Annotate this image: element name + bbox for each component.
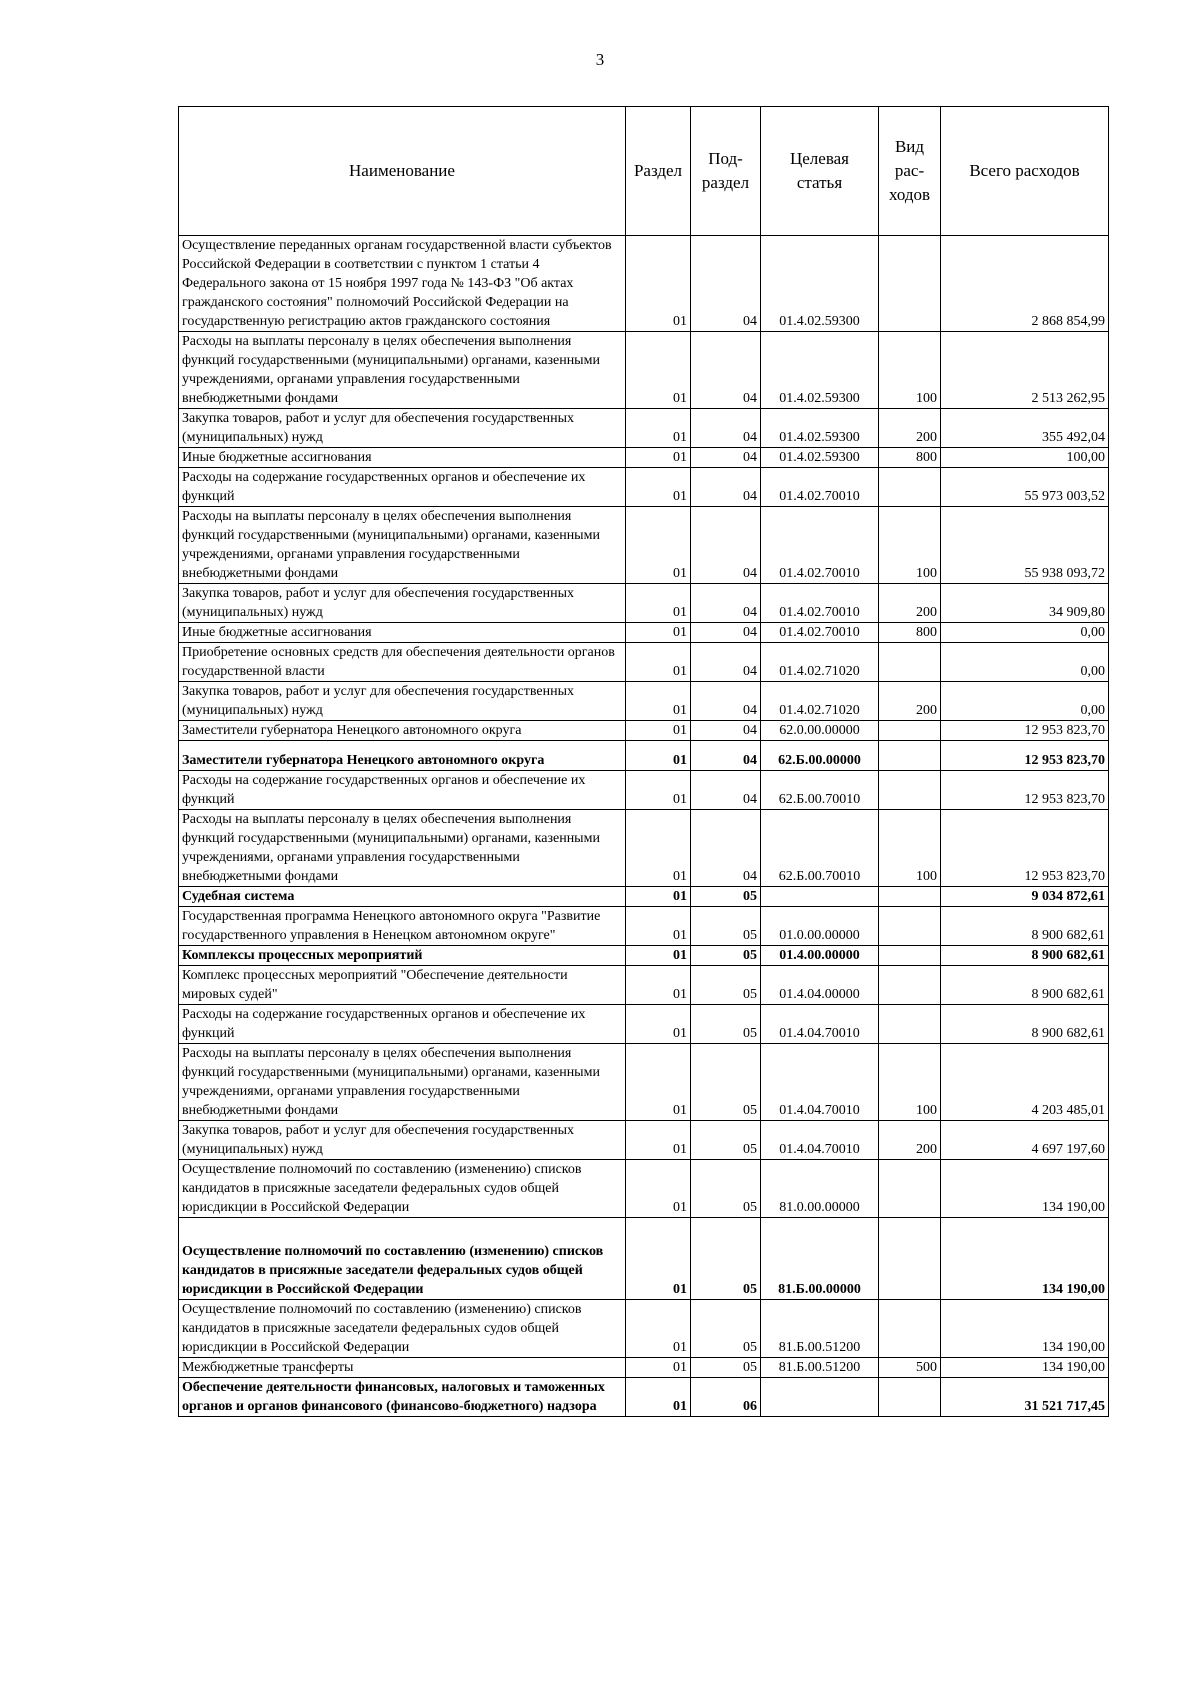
cell-type: 200: [879, 584, 941, 623]
cell-section: 01: [626, 1300, 691, 1358]
cell-subsection: 05: [691, 1358, 761, 1378]
cell-target: 01.4.02.70010: [761, 584, 879, 623]
table-row: [179, 584, 1109, 623]
cell-target: 01.4.02.59300: [761, 236, 879, 332]
cell-type: [879, 468, 941, 507]
cell-subsection: 05: [691, 946, 761, 966]
cell-total: 8 900 682,61: [941, 966, 1109, 1005]
cell-subsection: 04: [691, 332, 761, 409]
cell-target: 01.4.02.70010: [761, 623, 879, 643]
table-row: [179, 1218, 1109, 1300]
cell-type: 100: [879, 1044, 941, 1121]
cell-section: 01: [626, 1358, 691, 1378]
cell-target: 81.Б.00.51200: [761, 1358, 879, 1378]
cell-type: 800: [879, 623, 941, 643]
header-subsection: Под- раздел: [691, 107, 761, 236]
cell-total: 0,00: [941, 682, 1109, 721]
cell-type: [879, 946, 941, 966]
cell-subsection: 04: [691, 643, 761, 682]
cell-subsection: 04: [691, 721, 761, 741]
cell-subsection: 04: [691, 682, 761, 721]
cell-target: [761, 1378, 879, 1417]
cell-type: [879, 236, 941, 332]
cell-subsection: 04: [691, 584, 761, 623]
table-row: [179, 741, 1109, 771]
table-row: [179, 1378, 1109, 1417]
cell-target: 01.4.02.59300: [761, 409, 879, 448]
cell-target: 01.4.02.71020: [761, 682, 879, 721]
cell-section: 01: [626, 1044, 691, 1121]
cell-name: Расходы на выплаты персоналу в целях обеспечения выполнения функций государственными (муниципальными) органами, казенными учреждениями, органами управления государственными внебюджетными фондами: [179, 1044, 626, 1121]
cell-type: [879, 887, 941, 907]
cell-type: 100: [879, 810, 941, 887]
cell-section: 01: [626, 682, 691, 721]
cell-total: 12 953 823,70: [941, 771, 1109, 810]
cell-name: Межбюджетные трансферты: [179, 1358, 626, 1378]
cell-total: 34 909,80: [941, 584, 1109, 623]
cell-subsection: 05: [691, 1300, 761, 1358]
table-row: [179, 682, 1109, 721]
cell-section: 01: [626, 584, 691, 623]
cell-name: Расходы на содержание государственных органов и обеспечение их функций: [179, 771, 626, 810]
cell-name: Расходы на выплаты персоналу в целях обеспечения выполнения функций государственными (муниципальными) органами, казенными учреждениями, органами управления государственными внебюджетными фондами: [179, 810, 626, 887]
cell-name: Закупка товаров, работ и услуг для обеспечения государственных (муниципальных) нужд: [179, 1121, 626, 1160]
table-row: [179, 409, 1109, 448]
table-row: [179, 1358, 1109, 1378]
cell-target: 81.Б.00.51200: [761, 1300, 879, 1358]
cell-name: Судебная система: [179, 887, 626, 907]
cell-section: 01: [626, 236, 691, 332]
cell-name: Расходы на содержание государственных органов и обеспечение их функций: [179, 1005, 626, 1044]
cell-total: 134 190,00: [941, 1300, 1109, 1358]
cell-type: [879, 1218, 941, 1300]
table-row: [179, 332, 1109, 409]
cell-total: 9 034 872,61: [941, 887, 1109, 907]
cell-subsection: 05: [691, 1218, 761, 1300]
cell-subsection: 04: [691, 448, 761, 468]
cell-target: 62.Б.00.00000: [761, 741, 879, 771]
cell-total: 100,00: [941, 448, 1109, 468]
cell-target: 01.4.02.71020: [761, 643, 879, 682]
cell-type: [879, 741, 941, 771]
cell-subsection: 05: [691, 966, 761, 1005]
cell-type: [879, 1005, 941, 1044]
cell-target: 01.4.00.00000: [761, 946, 879, 966]
cell-target: 62.Б.00.70010: [761, 771, 879, 810]
cell-total: 8 900 682,61: [941, 1005, 1109, 1044]
header-section: Раздел: [626, 107, 691, 236]
cell-section: 01: [626, 1160, 691, 1218]
cell-type: 200: [879, 682, 941, 721]
cell-subsection: 04: [691, 409, 761, 448]
cell-target: 62.0.00.00000: [761, 721, 879, 741]
cell-name: Иные бюджетные ассигнования: [179, 623, 626, 643]
cell-subsection: 04: [691, 468, 761, 507]
cell-target: 01.4.04.70010: [761, 1005, 879, 1044]
cell-type: [879, 966, 941, 1005]
header-target: Целевая статья: [761, 107, 879, 236]
cell-name: Иные бюджетные ассигнования: [179, 448, 626, 468]
table-row: [179, 907, 1109, 946]
cell-section: 01: [626, 1005, 691, 1044]
cell-subsection: 04: [691, 507, 761, 584]
cell-total: 134 190,00: [941, 1218, 1109, 1300]
cell-total: 134 190,00: [941, 1358, 1109, 1378]
cell-section: 01: [626, 771, 691, 810]
cell-name: Комплекс процессных мероприятий "Обеспечение деятельности мировых судей": [179, 966, 626, 1005]
cell-section: 01: [626, 741, 691, 771]
cell-name: Расходы на содержание государственных органов и обеспечение их функций: [179, 468, 626, 507]
cell-section: 01: [626, 887, 691, 907]
budget-table: [178, 106, 1109, 1417]
cell-total: 0,00: [941, 623, 1109, 643]
cell-total: 12 953 823,70: [941, 810, 1109, 887]
cell-type: [879, 1378, 941, 1417]
cell-total: 55 973 003,52: [941, 468, 1109, 507]
cell-total: 31 521 717,45: [941, 1378, 1109, 1417]
cell-type: 100: [879, 507, 941, 584]
cell-type: 800: [879, 448, 941, 468]
cell-target: 81.Б.00.00000: [761, 1218, 879, 1300]
cell-section: 01: [626, 966, 691, 1005]
cell-subsection: 04: [691, 623, 761, 643]
cell-total: 2 513 262,95: [941, 332, 1109, 409]
cell-subsection: 05: [691, 1160, 761, 1218]
table-row: [179, 1044, 1109, 1121]
cell-subsection: 05: [691, 1121, 761, 1160]
cell-total: 4 203 485,01: [941, 1044, 1109, 1121]
cell-target: 01.4.04.70010: [761, 1044, 879, 1121]
cell-subsection: 04: [691, 771, 761, 810]
table-row: [179, 721, 1109, 741]
table-body: [179, 236, 1109, 1417]
table-row: [179, 1005, 1109, 1044]
cell-name: Осуществление переданных органам государственной власти субъектов Российской Федерации в соответствии с пунктом 1 статьи 4 Федерального закона от 15 ноября 1997 года № 143-ФЗ "Об актах гражданского состояния" полномочий Российской Федерации на государственную регистрацию актов гражданского состояния: [179, 236, 626, 332]
cell-section: 01: [626, 1218, 691, 1300]
header-name: Наименование: [179, 107, 626, 236]
table-row: [179, 946, 1109, 966]
cell-name: Осуществление полномочий по составлению (изменению) списков кандидатов в присяжные заседатели федеральных судов общей юрисдикции в Российской Федерации: [179, 1218, 626, 1300]
table-header-row: [179, 107, 1109, 236]
table-row: [179, 1121, 1109, 1160]
cell-subsection: 04: [691, 236, 761, 332]
cell-target: 01.4.04.00000: [761, 966, 879, 1005]
cell-type: 100: [879, 332, 941, 409]
cell-name: Комплексы процессных мероприятий: [179, 946, 626, 966]
cell-section: 01: [626, 907, 691, 946]
cell-type: [879, 771, 941, 810]
cell-total: 355 492,04: [941, 409, 1109, 448]
cell-type: 500: [879, 1358, 941, 1378]
cell-section: 01: [626, 810, 691, 887]
cell-section: 01: [626, 1121, 691, 1160]
cell-section: 01: [626, 623, 691, 643]
cell-target: 62.Б.00.70010: [761, 810, 879, 887]
header-type: Вид рас- ходов: [879, 107, 941, 236]
cell-name: Обеспечение деятельности финансовых, налоговых и таможенных органов и органов финансового (финансово-бюджетного) надзора: [179, 1378, 626, 1417]
table-row: [179, 448, 1109, 468]
cell-total: 12 953 823,70: [941, 721, 1109, 741]
cell-total: 8 900 682,61: [941, 946, 1109, 966]
cell-total: 2 868 854,99: [941, 236, 1109, 332]
cell-total: 4 697 197,60: [941, 1121, 1109, 1160]
table-row: [179, 810, 1109, 887]
cell-section: 01: [626, 507, 691, 584]
table-row: [179, 771, 1109, 810]
cell-name: Закупка товаров, работ и услуг для обеспечения государственных (муниципальных) нужд: [179, 682, 626, 721]
cell-subsection: 05: [691, 1005, 761, 1044]
cell-section: 01: [626, 1378, 691, 1417]
cell-section: 01: [626, 946, 691, 966]
cell-total: 55 938 093,72: [941, 507, 1109, 584]
cell-target: [761, 887, 879, 907]
cell-name: Осуществление полномочий по составлению (изменению) списков кандидатов в присяжные заседатели федеральных судов общей юрисдикции в Российской Федерации: [179, 1300, 626, 1358]
table-row: [179, 623, 1109, 643]
cell-subsection: 04: [691, 741, 761, 771]
table-row: [179, 236, 1109, 332]
cell-name: Расходы на выплаты персоналу в целях обеспечения выполнения функций государственными (муниципальными) органами, казенными учреждениями, органами управления государственными внебюджетными фондами: [179, 507, 626, 584]
table-row: [179, 1300, 1109, 1358]
cell-subsection: 05: [691, 887, 761, 907]
cell-total: 134 190,00: [941, 1160, 1109, 1218]
cell-subsection: 05: [691, 1044, 761, 1121]
table-row: [179, 1160, 1109, 1218]
cell-type: [879, 721, 941, 741]
table-row: [179, 643, 1109, 682]
cell-subsection: 06: [691, 1378, 761, 1417]
cell-name: Закупка товаров, работ и услуг для обеспечения государственных (муниципальных) нужд: [179, 584, 626, 623]
header-total: Всего расходов: [941, 107, 1109, 236]
cell-name: Заместители губернатора Ненецкого автономного округа: [179, 721, 626, 741]
cell-section: 01: [626, 332, 691, 409]
cell-subsection: 04: [691, 810, 761, 887]
cell-section: 01: [626, 448, 691, 468]
cell-name: Заместители губернатора Ненецкого автономного округа: [179, 741, 626, 771]
cell-total: 12 953 823,70: [941, 741, 1109, 771]
cell-type: [879, 907, 941, 946]
table-row: [179, 468, 1109, 507]
cell-target: 01.4.02.59300: [761, 332, 879, 409]
cell-section: 01: [626, 643, 691, 682]
cell-name: Закупка товаров, работ и услуг для обеспечения государственных (муниципальных) нужд: [179, 409, 626, 448]
cell-type: [879, 643, 941, 682]
cell-subsection: 05: [691, 907, 761, 946]
cell-name: Расходы на выплаты персоналу в целях обеспечения выполнения функций государственными (муниципальными) органами, казенными учреждениями, органами управления государственными внебюджетными фондами: [179, 332, 626, 409]
page-number: 3: [595, 50, 605, 69]
cell-target: 01.4.04.70010: [761, 1121, 879, 1160]
cell-target: 81.0.00.00000: [761, 1160, 879, 1218]
cell-target: 01.0.00.00000: [761, 907, 879, 946]
cell-type: 200: [879, 409, 941, 448]
cell-target: 01.4.02.59300: [761, 448, 879, 468]
cell-total: 0,00: [941, 643, 1109, 682]
cell-section: 01: [626, 721, 691, 741]
cell-type: [879, 1160, 941, 1218]
cell-section: 01: [626, 409, 691, 448]
cell-name: Приобретение основных средств для обеспечения деятельности органов государственной власти: [179, 643, 626, 682]
cell-total: 8 900 682,61: [941, 907, 1109, 946]
table-row: [179, 887, 1109, 907]
table-row: [179, 966, 1109, 1005]
cell-name: Государственная программа Ненецкого автономного округа "Развитие государственного управления в Ненецком автономном округе": [179, 907, 626, 946]
cell-type: [879, 1300, 941, 1358]
cell-type: 200: [879, 1121, 941, 1160]
table-row: [179, 507, 1109, 584]
cell-name: Осуществление полномочий по составлению (изменению) списков кандидатов в присяжные заседатели федеральных судов общей юрисдикции в Российской Федерации: [179, 1160, 626, 1218]
cell-section: 01: [626, 468, 691, 507]
cell-target: 01.4.02.70010: [761, 468, 879, 507]
cell-target: 01.4.02.70010: [761, 507, 879, 584]
